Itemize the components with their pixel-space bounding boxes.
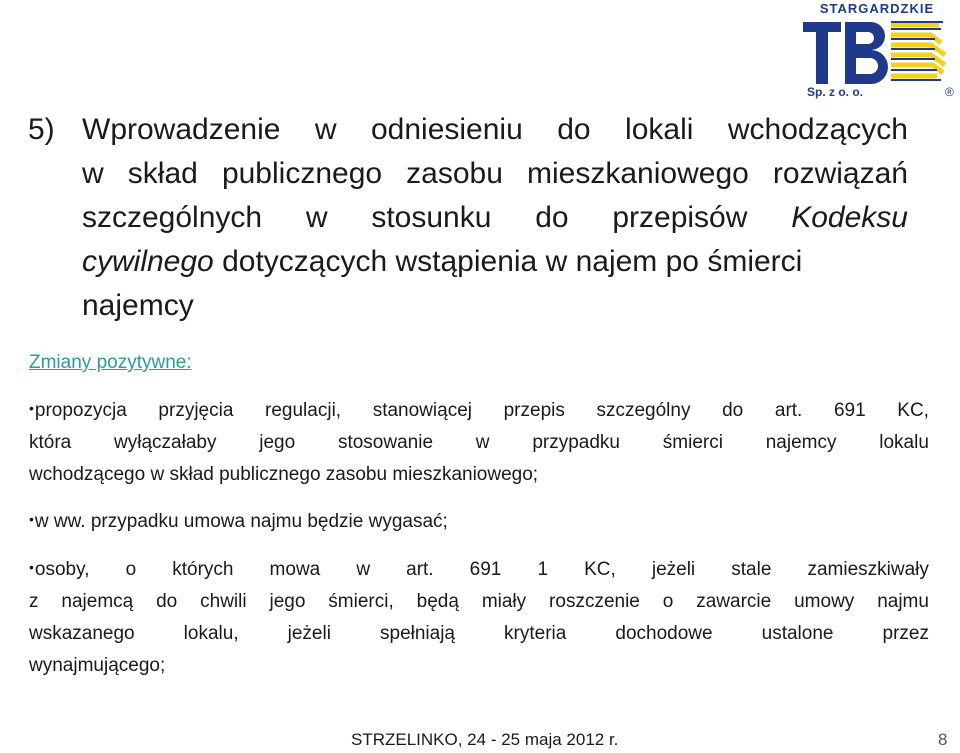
bullet-2-line-1: • w ww. przypadku umowa najmu będzie wygasać; xyxy=(29,506,929,538)
company-logo xyxy=(795,0,960,100)
heading-line-4: cywilnego dotyczących wstąpienia w najem po śmierci xyxy=(82,245,803,278)
logo-bottom-text: Sp. z o. o. xyxy=(807,85,863,99)
bullet-icon: • xyxy=(29,559,34,575)
footer-text: STRZELINKO, 24 - 25 maja 2012 r. xyxy=(351,730,619,749)
section-heading xyxy=(28,108,908,328)
heading-line-3: szczególnych w stosunku do przepisów Kodeksu xyxy=(82,201,908,234)
bullet-3-line-3: wskazanego lokalu, jeżeli spełniają kryteria dochodowe ustalone przez xyxy=(29,623,929,644)
bullet-3-line-4: wynajmującego; xyxy=(29,655,166,676)
logo-top-text: STARGARDZKIE xyxy=(819,1,935,16)
heading-line-1: Wprowadzenie w odniesieniu do lokali wchodzących xyxy=(82,113,908,146)
heading-number: 5) xyxy=(28,113,55,146)
bullet-3-line-2: z najemcą do chwili jego śmierci, będą miały roszczenie o zawarcie umowy najmu xyxy=(29,591,929,612)
positive-changes-label: Zmiany pozytywne: xyxy=(29,352,192,373)
heading-line-2: w skład publicznego zasobu mieszkaniowego rozwiązań xyxy=(82,157,908,190)
bullet-1-line-3: wchodzącego w skład publicznego zasobu mieszkaniowego; xyxy=(29,464,539,485)
bullet-3-line-1: •osoby, o których mowa w art. 691 1 KC, jeżeli stale zamieszkiwały xyxy=(29,559,929,580)
logo-registered-mark: ® xyxy=(945,85,954,99)
bullet-1-line-2: która wyłączałaby jego stosowanie w przypadku śmierci najemcy lokalu xyxy=(29,432,929,453)
bullet-item-1 xyxy=(29,395,929,491)
bullet-item-2 xyxy=(29,506,929,538)
heading-line-5: najemcy xyxy=(82,289,194,322)
bullet-item-3 xyxy=(29,554,929,682)
bullet-icon: • xyxy=(29,511,34,527)
bullet-1-line-1: •propozycja przyjęcia regulacji, stanowiącej przepis szczególny do art. 691 KC, xyxy=(29,400,929,421)
page-number: 8 xyxy=(938,730,948,749)
bullet-icon: • xyxy=(29,400,34,416)
